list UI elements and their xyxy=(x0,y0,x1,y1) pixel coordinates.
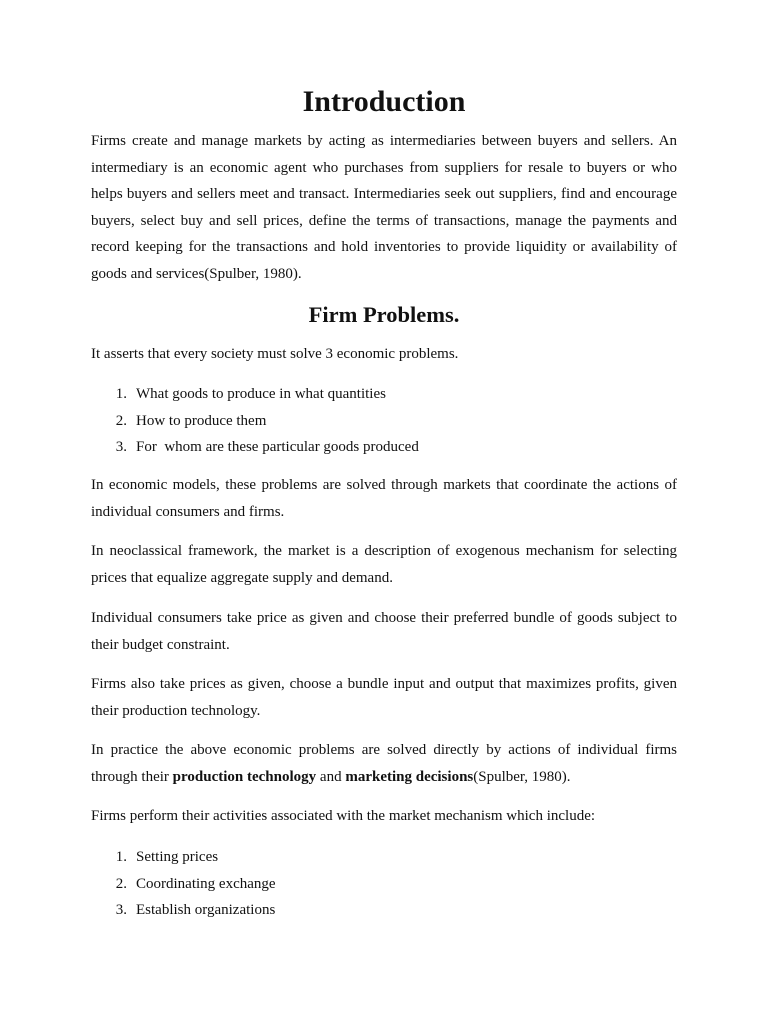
activities-paragraph: Firms perform their activities associated with the market mechanism which include: xyxy=(91,808,596,824)
practice-text-2: and xyxy=(316,768,346,785)
list-item xyxy=(91,408,677,435)
list-item xyxy=(91,871,677,898)
practice-text-1: In practice the above economic problems are solved directly by actions of individual firms through their xyxy=(91,742,677,785)
list-text: For whom are these particular goods produced xyxy=(136,439,419,456)
list-text: What goods to produce in what quantities xyxy=(136,386,386,402)
practice-paragraph xyxy=(91,737,677,790)
list-number: 3. xyxy=(115,439,127,456)
marketing-decisions-term: marketing decisions xyxy=(345,768,474,785)
assert-paragraph: It asserts that every society must solve 3 economic problems. xyxy=(91,346,459,362)
list-number: 1. xyxy=(115,849,127,865)
list-number: 2. xyxy=(115,412,127,429)
list-item xyxy=(91,434,677,461)
activities-list xyxy=(91,844,677,924)
economic-models-paragraph: In economic models, these problems are solved through markets that coordinate the actions of individual consumers and firms. xyxy=(91,477,677,520)
list-number: 2. xyxy=(115,875,127,892)
problems-list xyxy=(91,381,677,461)
list-text: Coordinating exchange xyxy=(136,875,276,892)
neoclassical-paragraph: In neoclassical framework, the market is a description of exogenous mechanism for selecting prices that equalize aggregate supply and demand. xyxy=(91,543,677,586)
list-text: Establish organizations xyxy=(136,902,276,919)
production-technology-term: production technology xyxy=(172,768,317,785)
list-item xyxy=(91,897,677,924)
heading-introduction: Introduction xyxy=(302,85,466,118)
list-number: 3. xyxy=(115,902,127,919)
heading-firm-problems: Firm Problems. xyxy=(308,302,460,327)
firms-paragraph: Firms also take prices as given, choose a bundle input and output that maximizes profits, given their production technology. xyxy=(91,676,677,719)
list-text: How to produce them xyxy=(136,412,267,429)
list-number: 1. xyxy=(115,386,127,402)
list-item xyxy=(91,381,677,408)
consumers-paragraph: Individual consumers take price as given and choose their preferred bundle of goods subject to their budget constraint. xyxy=(91,610,677,653)
practice-citation: (Spulber, 1980). xyxy=(473,768,571,785)
list-text: Setting prices xyxy=(136,849,219,865)
intro-paragraph: Firms create and manage markets by acting as intermediaries between buyers and sellers. An intermediary is an economic agent who purchases from suppliers for resale to buyers or who helps buyers and sellers meet and transact. Intermediaries seek out suppliers, find and encourage buyers, select buy and sell prices, define the terms of transactions, manage the payments and record keeping for the transactions and hold inventories to provide liquidity or availability of goods and services(Spulber, 1980). xyxy=(91,133,677,282)
list-item xyxy=(91,844,677,871)
